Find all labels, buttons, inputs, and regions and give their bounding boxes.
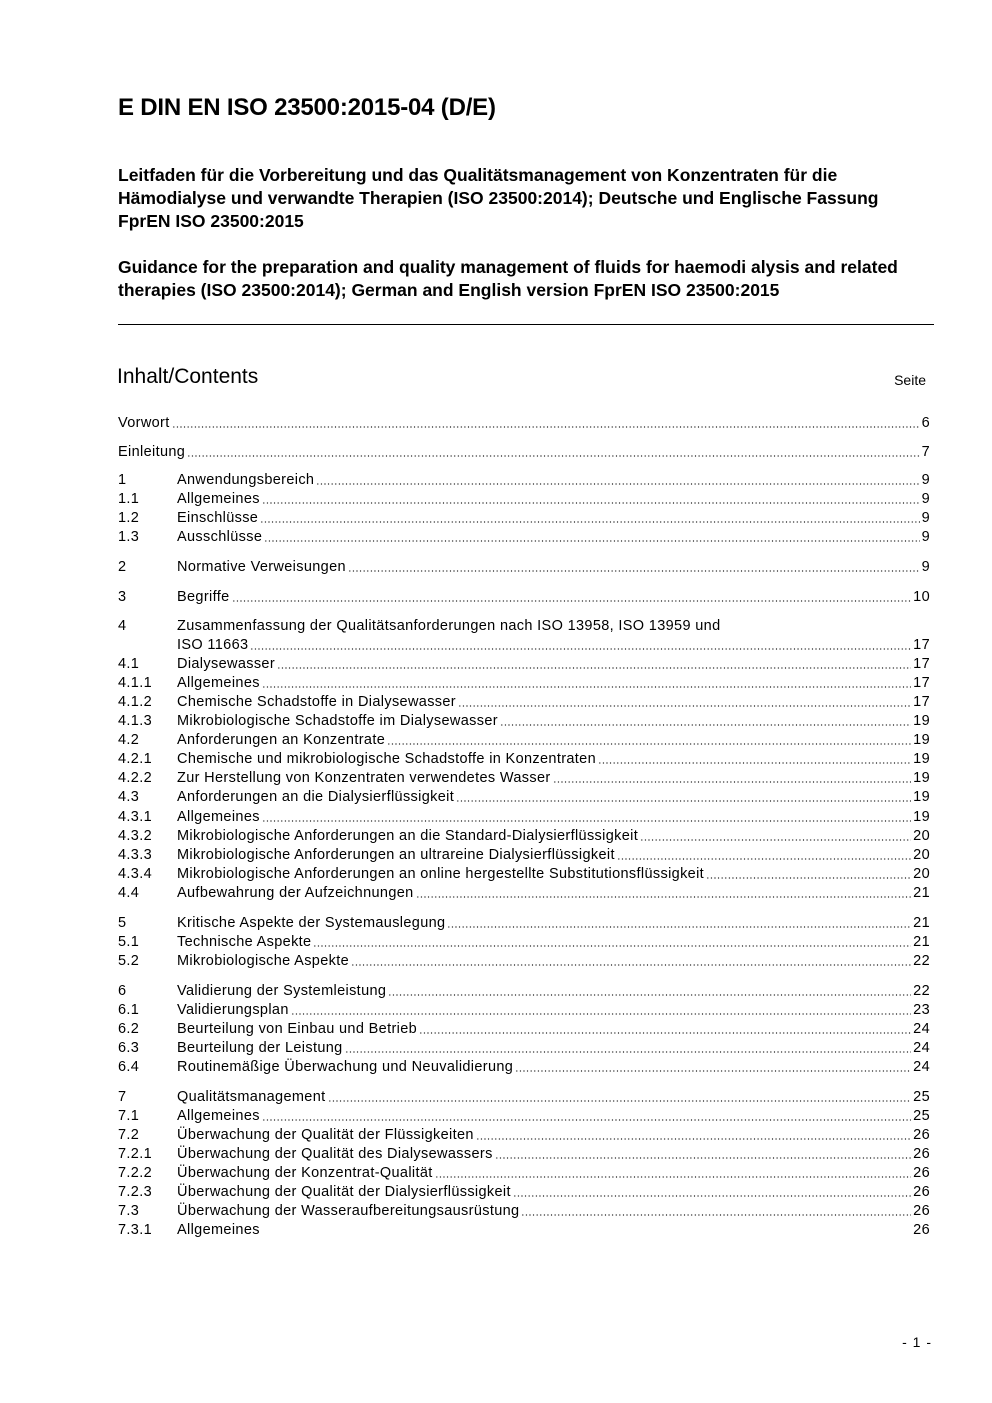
toc-leader-dots [416,889,912,899]
toc-entry-number: 4 [118,618,127,634]
toc-entry[interactable] [118,557,930,576]
toc-entry[interactable] [118,711,930,730]
toc-entry-number: 7.3.1 [118,1222,152,1238]
toc-entry[interactable] [118,692,930,711]
toc-leader-dots [345,1044,912,1054]
toc-leader-dots [250,641,911,651]
toc-leader-dots [456,793,911,803]
toc-entry-title: Allgemeines [177,809,260,825]
toc-entry-page: 20 [913,828,930,844]
toc-leader-dots [706,870,911,880]
toc-leader-dots [262,1226,911,1236]
toc-entry-title: Zur Herstellung von Konzentraten verwendetes Wasser [177,770,551,786]
toc-entry[interactable] [118,883,930,902]
toc-entry-title: Zusammenfassung der Qualitätsanforderungen nach ISO 13958, ISO 13959 und [177,618,721,634]
toc-leader-dots [260,514,919,524]
toc-entry[interactable] [118,489,930,508]
toc-entry-page: 17 [913,675,930,691]
toc-leader-dots [515,1063,911,1073]
toc-entry-page: 25 [913,1089,930,1105]
toc-entry-page: 6 [921,415,930,431]
toc-entry[interactable] [118,749,930,768]
toc-entry-title: Ausschlüsse [177,529,263,545]
toc-entry-title: Beurteilung von Einbau und Betrieb [177,1021,418,1037]
toc-leader-dots [232,593,912,603]
toc-entry-number: 1.2 [118,510,140,526]
toc-entry[interactable] [118,1057,930,1076]
toc-entry-title: Validierung der Systemleistung [177,983,387,999]
toc-entry-title: Überwachung der Wasseraufbereitungsausrüstung [177,1203,520,1219]
toc-entry-number: 3 [118,589,127,605]
toc-entry-number: 6.2 [118,1021,140,1037]
toc-entry-number: 5.2 [118,953,140,969]
toc-entry[interactable] [118,807,930,826]
toc-entry-page: 9 [921,510,930,526]
toc-entry-number: 7.2.2 [118,1165,152,1181]
toc-leader-dots [348,563,920,573]
toc-leader-dots [598,755,911,765]
toc-entry[interactable] [118,1019,930,1038]
toc-entry-page: 19 [913,732,930,748]
toc-entry-number: 7.1 [118,1108,140,1124]
toc-entry-title: Routinemäßige Überwachung und Neuvalidierung [177,1059,514,1075]
toc-entry[interactable] [118,1000,930,1019]
toc-entry-title: Technische Aspekte [177,934,312,950]
toc-entry-page: 19 [913,789,930,805]
toc-entry-number: 7.3 [118,1203,140,1219]
toc-entry-number: 7 [118,1089,127,1105]
toc-entry-number: 1 [118,472,127,488]
toc-entry-page: 17 [913,637,930,653]
toc-leader-dots [262,1112,911,1122]
toc-entry[interactable] [118,527,930,546]
toc-entry-number: 7.2.1 [118,1146,152,1162]
toc-leader-dots [500,717,911,727]
toc-entry-title: Einleitung [118,444,186,460]
toc-leader-dots [513,1188,911,1198]
toc-entry-title: Mikrobiologische Aspekte [177,953,350,969]
toc-entry[interactable] [118,1163,930,1182]
toc-entry-number: 4.2.2 [118,770,152,786]
toc-leader-dots [617,851,911,861]
toc-entry-number: 7.2.3 [118,1184,152,1200]
toc-entry-page: 10 [913,589,930,605]
toc-entry-page: 9 [921,472,930,488]
toc-entry-number: 4.1.3 [118,713,152,729]
toc-entry-number: 6.1 [118,1002,140,1018]
toc-entry-title: Chemische und mikrobiologische Schadstoffe in Konzentraten [177,751,597,767]
toc-entry-number: 4.1 [118,656,140,672]
toc-leader-dots [328,1093,912,1103]
toc-entry[interactable] [118,508,930,527]
toc-entry-title: Mikrobiologische Anforderungen an online hergestellte Substitutionsflüssigkeit [177,866,705,882]
german-title: Leitfaden für die Vorbereitung und das Qualitätsmanagement von Konzentraten für die Hämodialyse und verwandte Therapien (ISO 23500:2014); Deutsche und Englische Fassung FprEN ISO 23500:2015 [118,165,879,231]
toc-entry-title: Normative Verweisungen [177,559,346,575]
toc-leader-dots [388,987,911,997]
toc-entry-title: Anforderungen an die Dialysierflüssigkeit [177,789,455,805]
toc-leader-dots [264,533,919,543]
toc-entry-number: 4.1.1 [118,675,152,691]
toc-entry-page: 19 [913,713,930,729]
toc-entry-number: 4.2.1 [118,751,152,767]
toc-entry-page: 26 [913,1222,930,1238]
contents-heading: Inhalt/Contents [117,365,259,388]
toc-leader-dots [419,1025,911,1035]
toc-entry-number: 4.1.2 [118,694,152,710]
toc-entry-number: 4.3.4 [118,866,152,882]
toc-entry-number: 7.2 [118,1127,140,1143]
toc-entry-number: 4.4 [118,885,140,901]
toc-entry[interactable] [118,1220,930,1239]
page-column-label: Seite [894,372,926,388]
toc-entry-page: 26 [913,1127,930,1143]
toc-leader-dots [351,957,911,967]
toc-entry[interactable] [118,442,930,461]
toc-entry-title: Allgemeines [177,1222,260,1238]
toc-entry-number: 4.3.3 [118,847,152,863]
toc-entry[interactable] [118,470,930,489]
toc-entry-title: Allgemeines [177,675,260,691]
toc-leader-dots [553,774,912,784]
toc-entry-title: Beurteilung der Leistung [177,1040,343,1056]
toc-entry-number: 4.3.2 [118,828,152,844]
toc-entry-title: Überwachung der Qualität der Dialysierflüssigkeit [177,1184,511,1200]
toc-leader-dots [262,679,911,689]
toc-leader-dots [172,419,920,429]
toc-leader-dots [447,919,911,929]
toc-entry-page: 26 [913,1146,930,1162]
toc-leader-dots [262,813,911,823]
toc-entry[interactable] [118,1087,930,1106]
toc-leader-dots [521,1207,911,1217]
toc-entry-page: 9 [921,491,930,507]
document-title: E DIN EN ISO 23500:2015-04 (D/E) [118,94,496,121]
toc-leader-dots [262,495,920,505]
english-title: Guidance for the preparation and quality management of fluids for haemodi alysis and related therapies (ISO 23500:2014); German and English version FprEN ISO 23500:2015 [118,257,898,300]
toc-leader-dots [640,832,911,842]
toc-entry-title: Begriffe [177,589,230,605]
toc-entry-page: 24 [913,1021,930,1037]
toc-entry-page: 17 [913,656,930,672]
toc-entry-title: Kritische Aspekte der Systemauslegung [177,915,446,931]
toc-entry-page: 19 [913,770,930,786]
toc-entry[interactable] [118,1106,930,1125]
toc-entry[interactable] [118,1038,930,1057]
toc-entry-page: 21 [913,885,930,901]
toc-entry[interactable] [118,932,930,951]
toc-entry-title: Einschlüsse [177,510,259,526]
toc-entry-number: 4.3.1 [118,809,152,825]
toc-entry-title: Mikrobiologische Schadstoffe im Dialysewasser [177,713,498,729]
toc-entry-title: Anforderungen an Konzentrate [177,732,386,748]
toc-leader-dots [387,736,911,746]
toc-entry[interactable] [118,413,930,432]
toc-leader-dots [435,1169,911,1179]
toc-leader-dots [316,476,919,486]
toc-entry-page: 22 [913,983,930,999]
toc-entry-title: ISO 11663 [177,637,249,653]
toc-entry-page: 26 [913,1165,930,1181]
toc-entry-number: 4.2 [118,732,140,748]
toc-entry[interactable] [118,913,930,932]
toc-entry[interactable] [118,826,930,845]
toc-entry-title: Überwachung der Qualität der Flüssigkeiten [177,1127,474,1143]
toc-entry[interactable] [118,845,930,864]
toc-entry-number: 2 [118,559,127,575]
toc-entry-page: 26 [913,1184,930,1200]
toc-entry-title: Dialysewasser [177,656,276,672]
toc-entry[interactable] [118,787,930,806]
title-divider [118,324,934,325]
toc-entry-page: 22 [913,953,930,969]
toc-entry[interactable] [118,864,930,883]
toc-entry[interactable] [118,587,930,606]
toc-entry-page: 19 [913,751,930,767]
toc-entry[interactable] [118,730,930,749]
toc-leader-dots [495,1150,911,1160]
toc-entry-page: 24 [913,1059,930,1075]
toc-entry-title: Chemische Schadstoffe in Dialysewasser [177,694,456,710]
toc-entry[interactable] [118,654,930,673]
toc-entry-number: 4.3 [118,789,140,805]
toc-entry-title: Anwendungsbereich [177,472,315,488]
toc-entry[interactable] [118,673,930,692]
toc-entry[interactable] [118,1144,930,1163]
toc-entry[interactable] [118,1182,930,1201]
toc-entry-title: Validierungsplan [177,1002,289,1018]
toc-entry[interactable] [118,635,930,654]
toc-entry-title: Mikrobiologische Anforderungen an die Standard-Dialysierflüssigkeit [177,828,639,844]
toc-entry-number: 6.4 [118,1059,140,1075]
toc-entry[interactable] [118,768,930,787]
toc-leader-dots [291,1006,911,1016]
toc-entry-page: 19 [913,809,930,825]
toc-entry[interactable] [118,951,930,970]
toc-entry-page: 26 [913,1203,930,1219]
toc-entry-number: 6 [118,983,127,999]
toc-entry-number: 5.1 [118,934,140,950]
toc-leader-dots [277,660,911,670]
toc-entry-page: 21 [913,915,930,931]
toc-entry-title: Allgemeines [177,1108,260,1124]
toc-entry-page: 23 [913,1002,930,1018]
toc-entry-number: 6.3 [118,1040,140,1056]
toc-entry-title: Überwachung der Konzentrat-Qualität [177,1165,433,1181]
toc-leader-dots [313,938,911,948]
toc-entry-page: 21 [913,934,930,950]
toc-entry-title: Mikrobiologische Anforderungen an ultrareine Dialysierflüssigkeit [177,847,615,863]
toc-entry-page: 9 [921,559,930,575]
toc-entry[interactable] [118,1125,930,1144]
toc-entry-number: 1.1 [118,491,140,507]
toc-entry-page: 17 [913,694,930,710]
page-number: - 1 - [902,1334,932,1350]
toc-entry-page: 20 [913,847,930,863]
toc-entry-title: Aufbewahrung der Aufzeichnungen [177,885,414,901]
toc-entry-title: Qualitätsmanagement [177,1089,326,1105]
toc-entry-page: 7 [921,444,930,460]
toc-entry-title: Überwachung der Qualität des Dialysewassers [177,1146,493,1162]
toc-entry-title: Allgemeines [177,491,260,507]
toc-leader-dots [458,698,911,708]
toc-entry-page: 9 [921,529,930,545]
toc-entry-number: 5 [118,915,127,931]
toc-entry-title: Vorwort [118,415,170,431]
toc-entry[interactable] [118,616,930,635]
toc-entry-page: 25 [913,1108,930,1124]
toc-entry[interactable] [118,1201,930,1220]
toc-entry[interactable] [118,981,930,1000]
toc-entry-number: 1.3 [118,529,140,545]
toc-leader-dots [187,448,919,458]
toc-entry-page: 20 [913,866,930,882]
toc-entry-page: 24 [913,1040,930,1056]
toc-leader-dots [476,1131,911,1141]
